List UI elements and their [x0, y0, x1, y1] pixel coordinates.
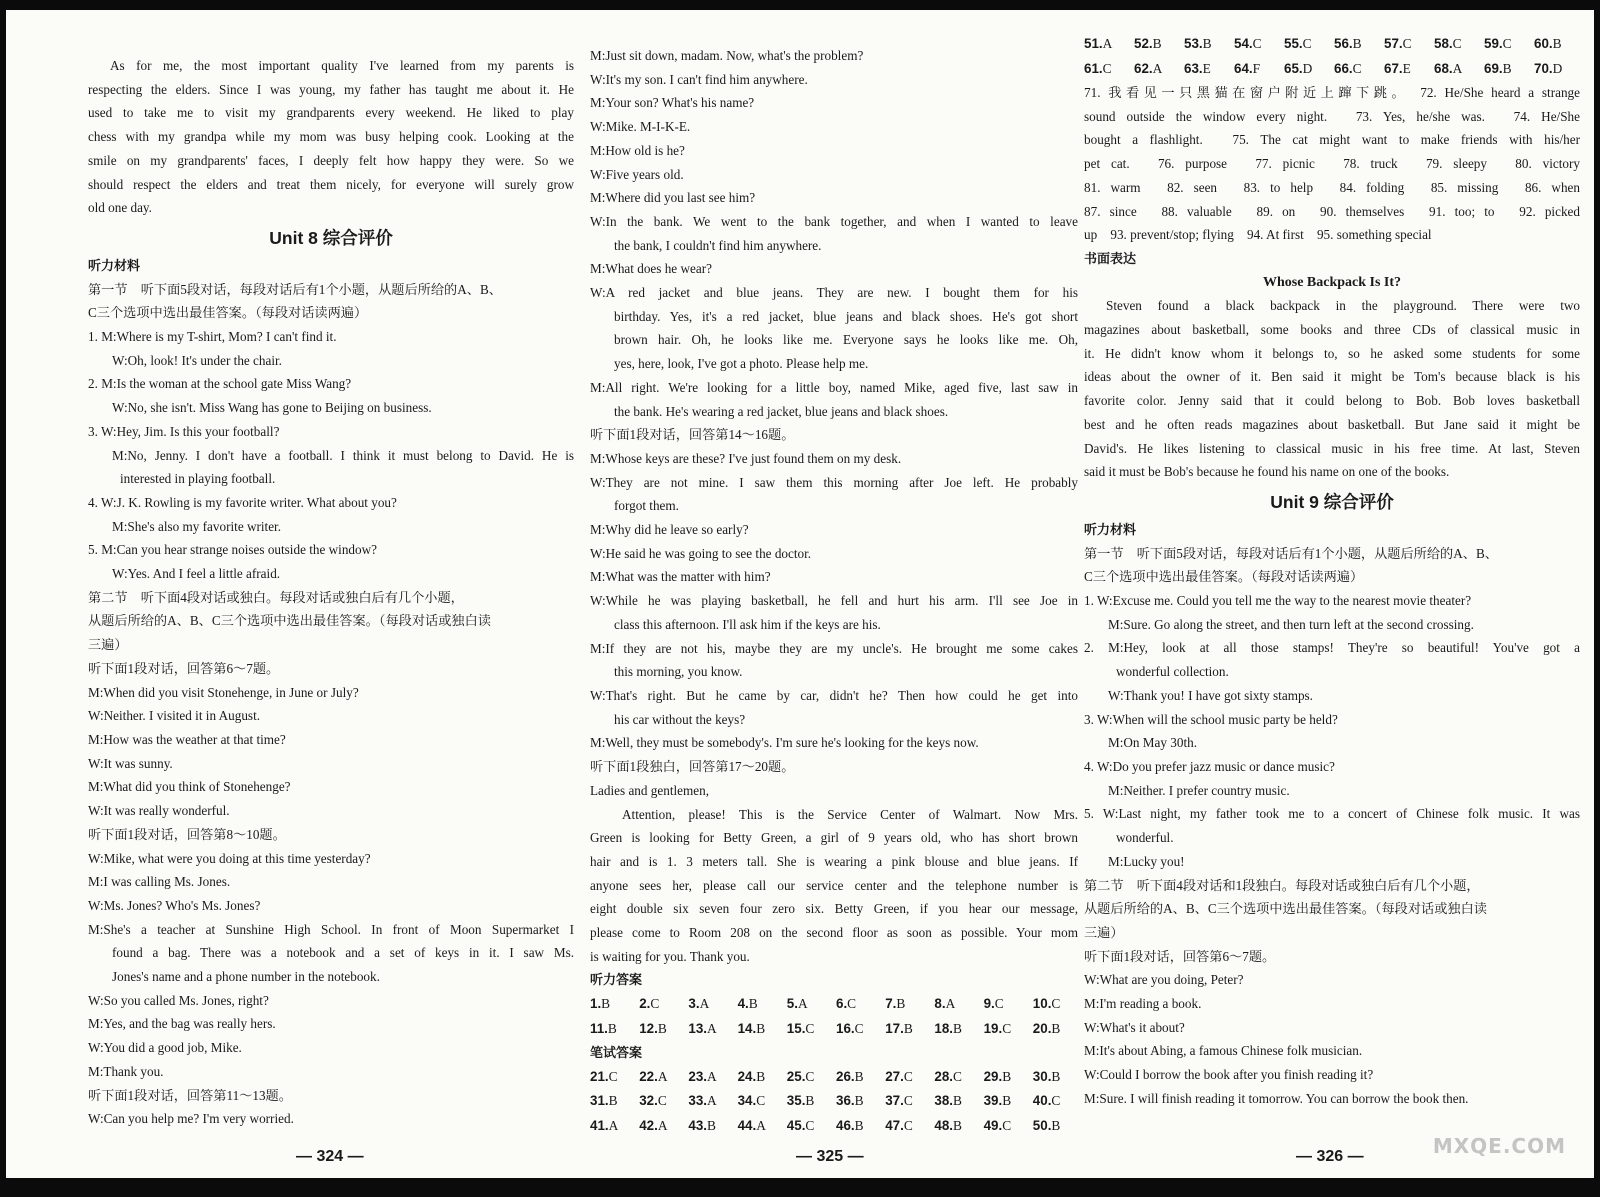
answer-item: 52.B [1134, 36, 1162, 51]
dialogue-line: his car without the keys? [614, 711, 746, 727]
dialogue-line: 2. M:Is the woman at the school gate Miss Wang? [88, 376, 352, 392]
dialogue-line: W:It was really wonderful. [88, 803, 230, 819]
answer-item: 56.B [1334, 36, 1362, 51]
dialogue-line: W:What's it about? [1084, 1019, 1185, 1035]
answer-item: 22.A [639, 1068, 668, 1084]
dialogue-line: W:It was sunny. [88, 755, 173, 771]
dialogue-line: M:What did you think of Stonehenge? [88, 779, 291, 795]
dialogue-line: W:Mike. M-I-K-E. [590, 119, 691, 135]
dialogue-line: W:Oh, look! It's under the chair. [112, 352, 282, 368]
answer-item: 68.A [1434, 60, 1463, 76]
answer-item: 50.B [1032, 1117, 1061, 1133]
dialogue-line: W:So you called Ms. Jones, right? [88, 992, 269, 1008]
question-range: 听下面1段对话，回答第8～10题。 [88, 826, 286, 842]
answer-item: 13.A [688, 1020, 717, 1036]
dialogue-line: wonderful collection. [1116, 664, 1229, 680]
answer-item: 53.B [1184, 36, 1212, 51]
answer-item: 70.D [1534, 60, 1563, 76]
dialogue-line: W:While he was playing basketball, he fell and hurt his arm. I'll see Joe in [590, 593, 1078, 609]
dialogue-line: W:Yes. And I feel a little afraid. [112, 566, 281, 582]
answer-item: 15.C [786, 1020, 815, 1036]
essay-line: As for me, the most important quality I've learned from my parents is [110, 58, 574, 73]
answer-item: 21.C [590, 1068, 618, 1084]
dialogue-line: M:All right. We're looking for a little boy, named Mike, aged five, last saw in [590, 379, 1078, 395]
essay-line: old one day. [88, 200, 152, 216]
monologue-line: Green is looking for Betty Green, a girl of 9 years old, who has short brown [590, 830, 1078, 846]
answer-item: 28.C [934, 1068, 962, 1084]
answer-item: 18.B [934, 1020, 962, 1036]
dialogue-line: W:Neither. I visited it in August. [88, 708, 261, 724]
answer-item: 67.E [1384, 60, 1411, 76]
writing-heading: 书面表达 [1084, 250, 1137, 266]
answer-item: 4.B [737, 996, 758, 1012]
answer-item: 17.B [885, 1020, 913, 1036]
dialogue-line: M:How old is he? [590, 142, 685, 158]
question-range: 听下面1段对话，回答第11～13题。 [88, 1087, 292, 1103]
answer-item: 57.C [1384, 36, 1412, 51]
answer-item: 3.A [688, 996, 710, 1012]
answer-item: 5.A [786, 996, 808, 1012]
dialogue-line: forgot them. [614, 498, 679, 514]
dialogue-line: 5. M:Can you hear strange noises outside the window? [88, 542, 377, 558]
answer-item: 23.A [688, 1068, 717, 1084]
answer-item: 35.B [786, 1093, 815, 1109]
answer-item: 30.B [1032, 1068, 1061, 1084]
book-spread [6, 10, 1594, 1178]
writing-line: Steven found a black backpack in the playground. There were two [1106, 298, 1580, 314]
answer-item: 16.C [836, 1020, 864, 1036]
dialogue-line: 1. W:Excuse me. Could you tell me the way to the nearest movie theater? [1084, 593, 1472, 609]
writing-line: favorite color. Jenny said that it could belong to Bob. Bob loves basketball [1084, 393, 1580, 409]
section1-intro: 第一节 听下面5段对话，每段对话后有1个小题，从题后所给的A、B、 [1084, 545, 1498, 561]
answer-item: 64.F [1234, 60, 1261, 76]
answer-item: 19.C [983, 1020, 1012, 1036]
page-number-324: — 324 — [296, 1148, 364, 1165]
answer-item: 29.B [983, 1068, 1012, 1084]
answer-item: 49.C [983, 1117, 1012, 1133]
dialogue-line: W:Can you help me? I'm very worried. [88, 1111, 294, 1127]
page-number-326: — 326 — [1296, 1148, 1364, 1165]
listening-answers-heading: 听力答案 [590, 972, 643, 988]
answer-item: 1.B [590, 996, 611, 1012]
dialogue-line: W:In the bank. We went to the bank together, and when I wanted to leave [590, 213, 1078, 229]
answer-item: 61.C [1084, 60, 1112, 76]
dialogue-line: M:It's about Abing, a famous Chinese folk musician. [1084, 1043, 1363, 1059]
answer-item: 11.B [590, 1020, 617, 1036]
answer-item: 42.A [639, 1117, 668, 1133]
answer-item: 44.A [737, 1117, 766, 1133]
dialogue-line: M:No, Jenny. I don't have a football. I think it must belong to David. He is [112, 447, 574, 463]
answer-item: 54.C [1234, 36, 1262, 51]
dialogue-line: W:It's my son. I can't find him anywhere. [590, 71, 808, 87]
answer-item: 32.C [639, 1093, 667, 1109]
answer-item: 27.C [885, 1068, 913, 1084]
answer-item: 31.B [590, 1093, 618, 1109]
answer-item: 63.E [1184, 60, 1211, 76]
dialogue-line: W:That's right. But he came by car, didn't he? Then how could he get into [590, 687, 1078, 703]
answer-item: 46.B [836, 1117, 864, 1133]
dialogue-line: M:Just sit down, madam. Now, what's the problem? [590, 48, 864, 63]
section2-intro: 从题后所给的A、B、C三个选项中选出最佳答案。（每段对话或独白读 [1084, 901, 1487, 917]
answer-item: 9.C [983, 996, 1004, 1012]
monologue-line: please come to Room 208 on the second floor as soon as possible. Your mom [590, 925, 1078, 941]
dialogue-line: M:Well, they must be somebody's. I'm sure he's looking for the keys now. [590, 735, 979, 751]
dialogue-line: M:Sure. Go along the street, and then turn left at the second crossing. [1108, 616, 1474, 632]
essay-line: should respect the elders and treat them nicely, for everyone will surely grow [88, 176, 574, 192]
answer-item: 8.A [934, 996, 956, 1012]
dialogue-line: M:Whose keys are these? I've just found them on my desk. [590, 450, 902, 466]
dialogue-line: M:When did you visit Stonehenge, in June or July? [88, 684, 359, 700]
dialogue-line: W:Mike, what were you doing at this time yesterday? [88, 850, 371, 866]
answer-line: 81. warm 82. seen 83. to help 84. folding 85. missing 86. when [1084, 179, 1580, 195]
writing-line: it. He didn't know whom it belongs to, so he asked some students for some [1084, 345, 1580, 361]
answer-item: 40.C [1032, 1093, 1061, 1109]
dialogue-line: this morning, you know. [614, 664, 743, 680]
written-answers-grid [590, 1065, 1078, 1139]
dialogue-line: M:If they are not his, maybe they are my uncle's. He brought me some cakes [590, 640, 1078, 656]
answer-item: 55.C [1284, 36, 1312, 51]
dialogue-line: M:What was the matter with him? [590, 569, 771, 585]
page-325-column [590, 44, 1078, 1138]
answers-51-70-grid [1084, 32, 1580, 81]
writing-line: best and he often reads magazines about basketball. But Jane said it might be [1084, 416, 1580, 432]
writing-line: said it must be Bob's because he found his name on one of the books. [1084, 464, 1450, 480]
answer-item: 39.B [983, 1093, 1012, 1109]
page-number-325: — 325 — [796, 1148, 864, 1165]
dialogue-line: M:Why did he leave so early? [590, 522, 749, 538]
dialogue-line: class this afternoon. I'll ask him if the keys are his. [614, 616, 881, 632]
answer-item: 26.B [836, 1068, 864, 1084]
monologue-line: Attention, please! This is the Service Center of Walmart. Now Mrs. [622, 806, 1078, 822]
answer-item: 62.A [1134, 60, 1163, 76]
dialogue-line: M:I'm reading a book. [1084, 996, 1202, 1012]
question-range: 听下面1段对话，回答第6～7题。 [1084, 948, 1276, 964]
listening-answers-grid [590, 992, 1078, 1041]
dialogue-line: M:Lucky you! [1108, 853, 1185, 869]
dialogue-line: M:Sure. I will finish reading it tomorrow. You can borrow the book then. [1084, 1090, 1469, 1106]
answer-item: 43.B [688, 1117, 716, 1133]
answer-item: 45.C [786, 1117, 815, 1133]
section2-intro: 三遍） [1084, 924, 1124, 940]
monologue-line: is waiting for you. Thank you. [590, 948, 750, 964]
dialogue-line: 4. W:Do you prefer jazz music or dance music? [1084, 758, 1335, 774]
dialogue-line: W:You did a good job, Mike. [88, 1040, 242, 1056]
dialogue-line: M:Neither. I prefer country music. [1108, 782, 1290, 798]
section1-intro: C三个选项中选出最佳答案。（每段对话读两遍） [1084, 569, 1364, 585]
question-range: 听下面1段对话，回答第14～16题。 [590, 427, 795, 443]
dialogue-line: wonderful. [1116, 830, 1174, 846]
page-324-column [88, 54, 574, 1131]
dialogue-line: M:On May 30th. [1108, 735, 1198, 751]
answer-line: pet cat. 76. purpose 77. picnic 78. truck 79. sleepy 80. victory [1084, 156, 1580, 172]
writing-line: David's. He likes listening to classical music in his free time. At last, Steven [1084, 440, 1580, 456]
monologue-line: anyone sees her, please call our service center and the telephone number is [590, 877, 1078, 893]
dialogue-line: W:No, she isn't. Miss Wang has gone to Beijing on business. [112, 400, 432, 416]
essay-paragraph [88, 54, 574, 220]
dialogue-line: 4. W:J. K. Rowling is my favorite writer. What about you? [88, 494, 397, 510]
dialogue-line: M:She's a teacher at Sunshine High School. In front of Moon Supermarket I [88, 921, 574, 937]
answer-item: 58.C [1434, 36, 1462, 51]
answer-item: 20.B [1032, 1020, 1061, 1036]
answer-item: 60.B [1534, 36, 1562, 51]
dialogue-line: M:Thank you. [88, 1063, 164, 1079]
watermark-logo: MXQE.COM [1432, 1134, 1566, 1158]
dialogue-line: brown hair. Oh, he looks like me. Everyone says he looks like me. Oh, [614, 332, 1078, 348]
answer-item: 33.A [688, 1093, 717, 1109]
answer-item: 34.C [737, 1093, 766, 1109]
essay-line: chess with my grandpa while my mom was busy helping cook. Looking at the [88, 129, 574, 145]
writing-line: ideas about the owner of it. Ben said it might be Tom's because black is his [1084, 369, 1580, 385]
section1-intro: 第一节 听下面5段对话，每段对话后有1个小题，从题后所给的A、B、 [88, 281, 502, 297]
dialogue-line: 3. W:When will the school music party be held? [1084, 711, 1338, 727]
answer-item: 6.C [836, 996, 857, 1012]
answer-item: 48.B [934, 1117, 962, 1133]
dialogue-line: W:Thank you! I have got sixty stamps. [1108, 687, 1313, 703]
page-326-column [1084, 32, 1580, 1111]
unit-9-title: Unit 9 综合评价 [1270, 491, 1394, 512]
dialogue-line: W:Five years old. [590, 166, 684, 182]
listening-heading: 听力材料 [88, 257, 141, 273]
dialogue-line: 2. M:Hey, look at all those stamps! They're so beautiful! You've got a [1084, 640, 1580, 656]
answer-item: 59.C [1484, 36, 1512, 51]
dialogue-line: M:Your son? What's his name? [590, 95, 755, 111]
answer-item: 25.C [786, 1068, 815, 1084]
unit-8-title: Unit 8 综合评价 [269, 227, 393, 248]
dialogue-line: 3. W:Hey, Jim. Is this your football? [88, 423, 280, 439]
dialogue-line: yes, here, look, I've got a photo. Please help me. [614, 356, 869, 372]
answer-item: 69.B [1484, 60, 1512, 76]
monologue-line: eight double six seven four zero six. Betty Green, if you hear our message, [590, 901, 1078, 917]
monologue-line: hair and is 1. 3 meters tall. She is wearing a pink blouse and blue jeans. If [590, 853, 1078, 869]
monologue-line: Ladies and gentlemen, [590, 782, 710, 798]
section2-intro: 从题后所给的A、B、C三个选项中选出最佳答案。（每段对话或独白读 [88, 613, 491, 629]
dialogue-line: M:I was calling Ms. Jones. [88, 874, 231, 890]
dialogue-line: W:They are not mine. I saw them this morning after Joe left. He probably [590, 474, 1078, 490]
answer-item: 14.B [737, 1020, 766, 1036]
dialogue-line: M:Yes, and the bag was really hers. [88, 1016, 276, 1032]
answer-line: bought a flashlight. 75. The cat might want to make friends with his/her [1084, 132, 1580, 148]
dialogue-line: the bank. He's wearing a red jacket, blue jeans and black shoes. [614, 403, 949, 419]
essay-line: smile on my grandparents' faces, I deeply felt how happy they were. So we [88, 152, 574, 168]
essay-line: used to take me to visit my grandparents every weekend. He liked to play [88, 105, 574, 121]
writing-title: Whose Backpack Is It? [1262, 274, 1402, 290]
dialogue-line: W:What are you doing, Peter? [1084, 972, 1244, 988]
answer-item: 12.B [639, 1020, 667, 1036]
dialogue-line: M:What does he wear? [590, 261, 712, 277]
dialogue-line: W:A red jacket and blue jeans. They are new. I bought them for his [590, 285, 1078, 301]
answer-item: 10.C [1032, 996, 1061, 1012]
answer-item: 66.C [1334, 60, 1362, 76]
answer-item: 51.A [1084, 36, 1113, 51]
section1-intro: C三个选项中选出最佳答案。（每段对话读两遍） [88, 305, 368, 321]
listening-heading: 听力材料 [1084, 521, 1137, 537]
dialogue-line: 5. W:Last night, my father took me to a concert of Chinese folk music. It was [1084, 806, 1580, 822]
answer-item: 47.C [885, 1117, 913, 1133]
answer-item: 24.B [737, 1068, 766, 1084]
section2-intro: 三遍） [88, 637, 128, 653]
essay-line: respecting the elders. Since I was young, my father has taught me about it. He [88, 81, 574, 97]
answer-item: 36.B [836, 1093, 864, 1109]
dialogue-line: the bank, I couldn't find him anywhere. [614, 237, 822, 253]
question-range: 听下面1段对话，回答第6～7题。 [88, 660, 280, 676]
answer-item: 7.B [885, 996, 906, 1012]
answer-item: 2.C [639, 996, 660, 1012]
answer-line: up 93. prevent/stop; flying 94. At first 95. something special [1084, 227, 1432, 243]
dialogue-line: birthday. Yes, it's a red jacket, blue jeans and black shoes. He's got short [614, 308, 1078, 324]
section2-intro: 第二节 听下面4段对话和1段独白。每段对话或独白后有几个小题， [1084, 877, 1480, 893]
answer-item: 37.C [885, 1093, 913, 1109]
writing-line: magazines about basketball, some books and three CDs of classical music in [1084, 322, 1580, 338]
question-range: 听下面1段独白，回答第17～20题。 [590, 759, 795, 775]
answer-item: 65.D [1284, 60, 1313, 76]
answer-line: sound outside the window every night. 73. Yes, he/she was. 74. He/She [1084, 108, 1580, 124]
dialogue-line: Jones's name and a phone number in the notebook. [112, 969, 380, 985]
dialogue-line: 1. M:Where is my T-shirt, Mom? I can't find it. [88, 329, 337, 345]
dialogue-line: M:She's also my favorite writer. [112, 518, 282, 534]
dialogue-line: M:How was the weather at that time? [88, 731, 286, 747]
answer-line: 71. 我看见一只黑猫在窗户附近上蹿下跳。 72. He/She heard a strange [1084, 85, 1580, 100]
answer-item: 41.A [590, 1117, 619, 1133]
dialogue-line: W:He said he was going to see the doctor. [590, 545, 812, 561]
dialogue-line: W:Could I borrow the book after you finish reading it? [1084, 1067, 1374, 1083]
answer-item: 38.B [934, 1093, 962, 1109]
dialogue-line: interested in playing football. [120, 471, 276, 487]
answer-line: 87. since 88. valuable 89. on 90. themselves 91. too; to 92. picked [1084, 203, 1580, 219]
dialogue-line: W:Ms. Jones? Who's Ms. Jones? [88, 897, 261, 913]
dialogue-line: M:Where did you last see him? [590, 190, 756, 206]
dialogue-line: found a bag. There was a notebook and a set of keys in it. I saw Ms. [112, 945, 574, 961]
written-answers-heading: 笔试答案 [590, 1045, 643, 1061]
section2-intro: 第二节 听下面4段对话或独白。每段对话或独白后有几个小题， [88, 589, 464, 605]
